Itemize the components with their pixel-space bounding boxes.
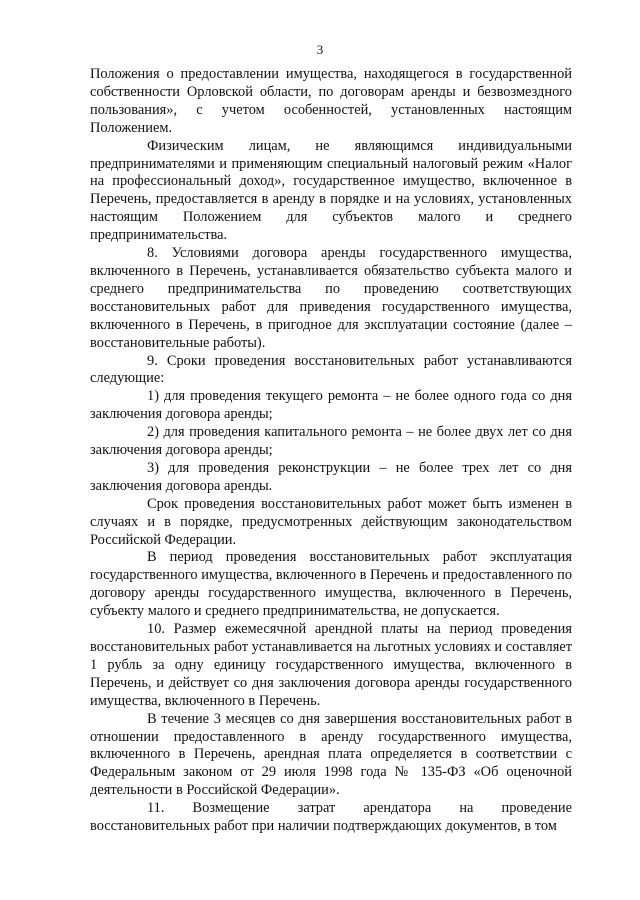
paragraph-3: 8. Условиями договора аренды государственного имущества, включенного в Перечень, устанавливается обязательство субъекта малого и среднего предпринимательства по проведению соответствующих восстановительных работ для приведения государственного имущества, включенного в Перечень, в пригодное для эксплуатации состояние (далее – восстановительные работы). xyxy=(90,245,572,351)
paragraph-4: 9. Сроки проведения восстановительных работ устанавливаются следующие: xyxy=(90,352,572,387)
paragraph-11: В течение 3 месяцев со дня завершения восстановительных работ в отношении предоставленного в аренду государственного имущества, включенного в Перечень, арендная плата определяется в соответствии с Федеральным законом от 29 июля 1998 года № 135-ФЗ «Об оценочной деятельности в Российской Федерации». xyxy=(90,710,572,799)
document-body xyxy=(90,66,572,836)
paragraph-5: 1) для проведения текущего ремонта – не более одного года со дня заключения договора аренды; xyxy=(90,388,572,423)
paragraph-2: Физическим лицам, не являющимся индивидуальными предпринимателями и применяющим специальный налоговый режим «Налог на профессиональный доход», государственное имущество, включенное в Перечень, предоставляется в аренду в порядке и на условиях, установленных настоящим Положением для субъектов малого и среднего предпринимательства. xyxy=(90,137,572,244)
paragraph-12: 11. Возмещение затрат арендатора на проведение восстановительных работ при наличии подтверждающих документов, в том xyxy=(90,800,572,835)
paragraph-8: Срок проведения восстановительных работ может быть изменен в случаях и в порядке, предусмотренных действующим законодательством Российской Федерации. xyxy=(90,495,572,548)
paragraph-1: Положения о предоставлении имущества, находящегося в государственной собственности Орловской области, по договорам аренды и безвозмездного пользования», с учетом особенностей, установленных настоящим Положением. xyxy=(90,66,572,136)
paragraph-7: 3) для проведения реконструкции – не более трех лет со дня заключения договора аренды. xyxy=(90,459,572,494)
page-number: 3 xyxy=(316,42,324,57)
paragraph-10: 10. Размер ежемесячной арендной платы на период проведения восстановительных работ устанавливается на льготных условиях и составляет 1 рубль за одну единицу государственного имущества, включенного в Перечень, и действует со дня заключения договора аренды государственного имущества, включенного в Перечень. xyxy=(90,621,572,709)
paragraph-9: В период проведения восстановительных работ эксплуатация государственного имущества, включенного в Перечень и предоставленного по договору аренды государственного имущества, включенного в Перечень, субъекту малого и среднего предпринимательства, не допускается. xyxy=(90,549,573,620)
paragraph-6: 2) для проведения капитального ремонта – не более двух лет со дня заключения договора аренды; xyxy=(90,424,572,459)
